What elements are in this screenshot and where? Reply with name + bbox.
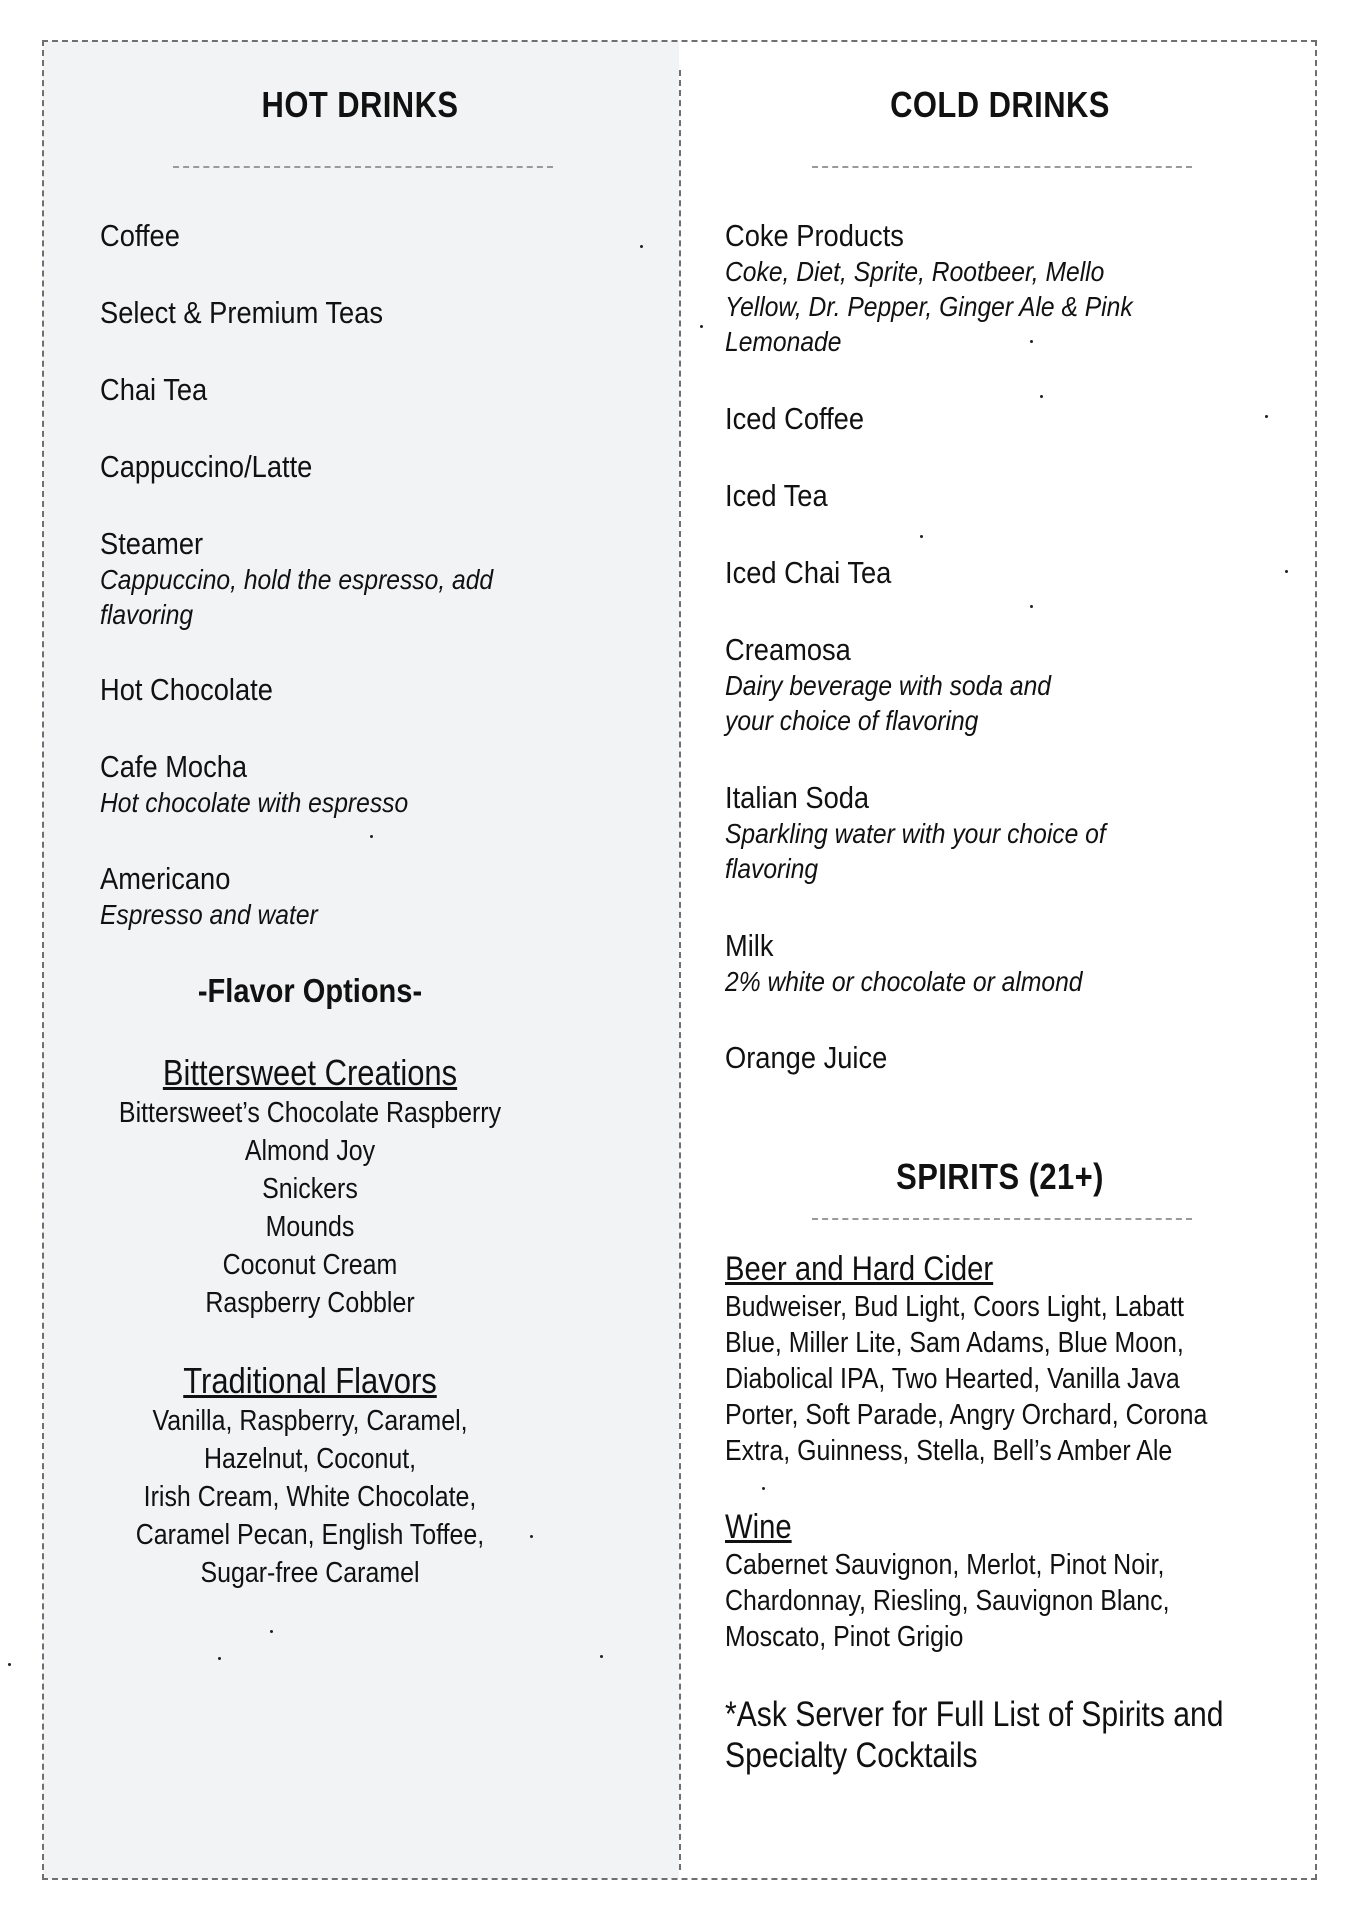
hot-item-steamer bbox=[100, 526, 570, 632]
flavor-line: Sugar-free Caramel bbox=[200, 1557, 420, 1589]
item-description: Cappuccino, hold the espresso, add flavoring bbox=[100, 564, 494, 630]
decorative-speck bbox=[1285, 570, 1288, 573]
item-description: Hot chocolate with espresso bbox=[100, 787, 409, 818]
decorative-speck bbox=[600, 1655, 603, 1658]
decorative-speck bbox=[270, 1630, 273, 1633]
spirits-note bbox=[725, 1694, 1305, 1776]
item-name: Select & Premium Teas bbox=[100, 295, 384, 330]
flavor-options-title: -Flavor Options- bbox=[197, 972, 423, 1009]
item-name: Americano bbox=[100, 861, 231, 896]
item-name: Steamer bbox=[100, 526, 204, 561]
spirits-heading: SPIRITS (21+) bbox=[896, 1156, 1104, 1197]
decorative-speck bbox=[370, 835, 373, 838]
item-name: Cappuccino/Latte bbox=[100, 449, 313, 484]
cold-item-coke bbox=[725, 218, 1195, 359]
item-name: Orange Juice bbox=[725, 1040, 888, 1075]
hot-item-cafe-mocha bbox=[100, 749, 660, 820]
beer-cider-section bbox=[725, 1250, 1305, 1469]
hot-item-hot-chocolate bbox=[100, 672, 296, 708]
flavor-line: Irish Cream, White Chocolate, bbox=[143, 1481, 477, 1513]
flavor-line: Raspberry Cobbler bbox=[205, 1287, 415, 1319]
flavor-line: Hazelnut, Coconut, bbox=[203, 1443, 417, 1475]
item-name: Creamosa bbox=[725, 632, 851, 667]
cold-item-italian-soda bbox=[725, 780, 1165, 886]
decorative-speck bbox=[530, 1535, 533, 1538]
hot-item-teas bbox=[100, 295, 422, 331]
traditional-flavors bbox=[80, 1360, 540, 1592]
item-name: Iced Tea bbox=[725, 478, 828, 513]
item-name: Cafe Mocha bbox=[100, 749, 248, 784]
item-name: Iced Chai Tea bbox=[725, 555, 892, 590]
decorative-speck bbox=[700, 325, 703, 328]
item-description: Coke, Diet, Sprite, Rootbeer, Mello Yellow, Dr. Pepper, Ginger Ale & Pink Lemonade bbox=[725, 256, 1133, 357]
hot-item-coffee bbox=[100, 218, 191, 254]
item-description: Sparkling water with your choice of flavoring bbox=[725, 818, 1106, 884]
item-name: Coffee bbox=[100, 218, 180, 253]
flavor-options bbox=[100, 972, 520, 1010]
decorative-speck bbox=[1040, 395, 1043, 398]
flavor-line: Bittersweet’s Chocolate Raspberry bbox=[118, 1097, 502, 1129]
item-description: Dairy beverage with soda and your choice of flavoring bbox=[725, 670, 1051, 736]
decorative-speck bbox=[920, 535, 923, 538]
item-name: Chai Tea bbox=[100, 372, 208, 407]
flavor-line: Caramel Pecan, English Toffee, bbox=[135, 1519, 485, 1551]
flavor-line: Vanilla, Raspberry, Caramel, bbox=[152, 1405, 468, 1437]
item-name: Iced Coffee bbox=[725, 401, 865, 436]
flavor-line: Mounds bbox=[265, 1211, 355, 1243]
wine-section bbox=[725, 1508, 1305, 1655]
traditional-title: Traditional Flavors bbox=[183, 1360, 437, 1401]
cold-item-iced-coffee bbox=[725, 401, 883, 437]
cold-item-orange-juice bbox=[725, 1040, 909, 1076]
cold-item-milk bbox=[725, 928, 1285, 999]
decorative-speck bbox=[1030, 605, 1033, 608]
item-description: 2% white or chocolate or almond bbox=[725, 966, 1083, 997]
flavor-line: Almond Joy bbox=[244, 1135, 376, 1167]
hot-drinks-heading: HOT DRINKS bbox=[261, 84, 459, 125]
item-name: Italian Soda bbox=[725, 780, 870, 815]
bittersweet-creations bbox=[80, 1052, 540, 1322]
hot-item-cappuccino bbox=[100, 449, 341, 485]
beer-cider-list: Budweiser, Bud Light, Coors Light, Labatt Blue, Miller Lite, Sam Adams, Blue Moon, Diabolical IPA, Two Hearted, Vanilla Java Porter, Soft Parade, Angry Orchard, Corona Extra, Guinness, Stella, Bell’s Amber Ale bbox=[725, 1291, 1208, 1467]
hot-item-chai bbox=[100, 372, 222, 408]
spirits-heading-rule bbox=[812, 1218, 1192, 1220]
wine-title: Wine bbox=[725, 1508, 792, 1546]
cold-drinks-heading: COLD DRINKS bbox=[890, 84, 1110, 125]
flavor-line: Snickers bbox=[262, 1173, 358, 1205]
wine-list: Cabernet Sauvignon, Merlot, Pinot Noir, Chardonnay, Riesling, Sauvignon Blanc, Moscato, Pinot Grigio bbox=[725, 1549, 1170, 1653]
item-name: Milk bbox=[725, 928, 774, 963]
item-name: Coke Products bbox=[725, 218, 904, 253]
column-divider bbox=[679, 70, 681, 1870]
item-name: Hot Chocolate bbox=[100, 672, 273, 707]
hot-item-americano bbox=[100, 861, 660, 932]
hot-heading-rule bbox=[173, 166, 553, 168]
cold-item-iced-tea bbox=[725, 478, 842, 514]
decorative-speck bbox=[1265, 415, 1268, 418]
cold-item-creamosa bbox=[725, 632, 1145, 738]
decorative-speck bbox=[218, 1657, 221, 1660]
ask-server-note: *Ask Server for Full List of Spirits and Specialty Cocktails bbox=[725, 1695, 1224, 1775]
decorative-speck bbox=[8, 1663, 11, 1666]
cold-heading-rule bbox=[812, 166, 1192, 168]
cold-item-iced-chai bbox=[725, 555, 914, 591]
decorative-speck bbox=[640, 245, 643, 248]
decorative-speck bbox=[762, 1487, 765, 1490]
bittersweet-title: Bittersweet Creations bbox=[162, 1052, 458, 1093]
item-description: Espresso and water bbox=[100, 899, 318, 930]
decorative-speck bbox=[1030, 340, 1033, 343]
flavor-line: Coconut Cream bbox=[222, 1249, 398, 1281]
beer-cider-title: Beer and Hard Cider bbox=[725, 1250, 994, 1288]
